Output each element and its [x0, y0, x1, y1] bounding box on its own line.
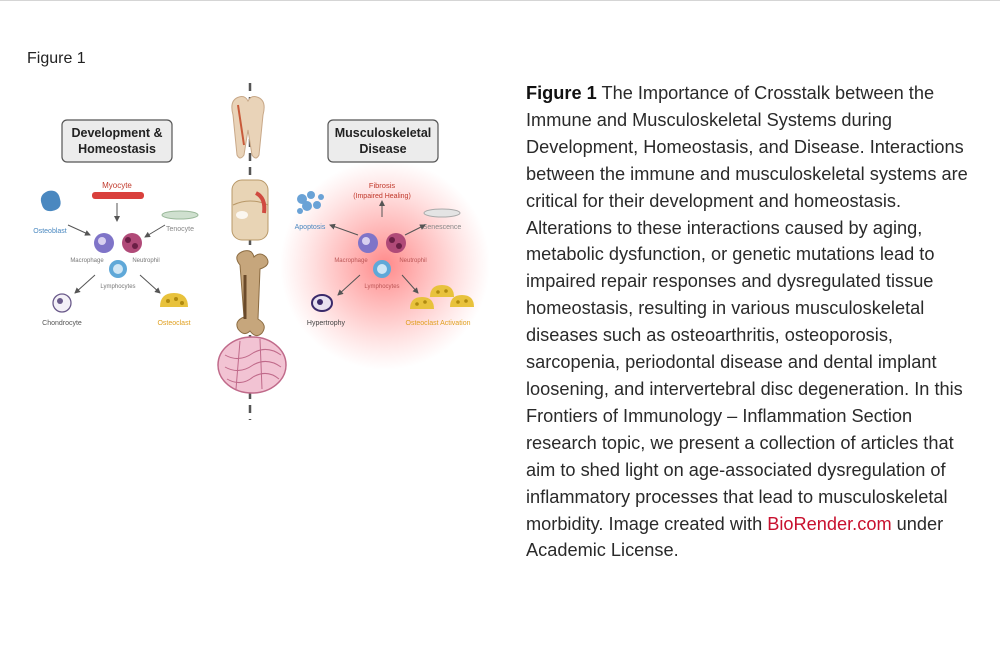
muscle-tissue-illustration	[218, 337, 286, 393]
macrophage-label: Macrophage	[70, 258, 104, 264]
disease-macrophage-label: Macrophage	[334, 258, 368, 264]
tenocyte-icon	[162, 211, 198, 219]
osteoclast-label: Osteoclast	[157, 320, 191, 327]
osteoblast-icon	[41, 191, 61, 211]
tooth-illustration	[232, 97, 264, 159]
figure-label: Figure 1	[27, 50, 86, 67]
myocyte-icon	[92, 192, 144, 199]
neutrophil-icon	[122, 233, 142, 253]
hypertrophy-label: Hypertrophy	[306, 320, 346, 327]
biorender-link[interactable]: BioRender.com	[767, 513, 892, 534]
fibrosis-label: Fibrosis	[368, 181, 396, 190]
disease-box-line2: Disease	[359, 142, 407, 156]
femur-bone-illustration	[237, 251, 268, 336]
myocyte-label: Myocyte	[102, 181, 132, 190]
osteoclast-activation-label: Osteoclast Activation	[405, 320, 471, 327]
senescence-icon	[424, 209, 460, 217]
apoptosis-label: Apoptosis	[294, 224, 326, 231]
impaired-healing-label: (Impaired Healing)	[353, 193, 411, 200]
disease-neutrophil-icon	[386, 233, 406, 253]
lymphocytes-label: Lymphocytes	[100, 284, 136, 290]
caption-figure-number: Figure 1	[526, 83, 597, 103]
figure-diagram	[20, 75, 500, 435]
figure-caption	[526, 80, 986, 564]
osteoclast-icon	[160, 293, 188, 307]
development-box-line2: Homeostasis	[78, 142, 156, 156]
disease-neutrophil-label: Neutrophil	[399, 258, 427, 264]
figure-image	[20, 75, 500, 435]
disease-box-line1: Musculoskeletal	[334, 126, 432, 140]
senescence-label: Senescence	[422, 224, 462, 231]
osteoblast-label: Osteoblast	[33, 228, 67, 235]
caption-tail: under Academic License.	[526, 513, 944, 561]
development-box-line1: Development &	[71, 126, 163, 140]
knee-joint-illustration	[232, 180, 268, 240]
disease-lymphocytes-label: Lymphocytes	[364, 284, 400, 290]
neutrophil-label: Neutrophil	[132, 258, 160, 264]
caption-heading: The Importance of Crosstalk between the Immune and Musculoskeletal Systems during Development, Homeostasis, and Disease.	[526, 83, 935, 157]
caption-body: Interactions between the immune and musculoskeletal systems are critical for their development and homeostasis. Alterations to these interactions caused by aging, metabolic dysfunction, or genetic mutations lead to impaired repair responses and dysregulated tissue homeostasis, resulting in various musculoskeletal diseases such as osteoarthritis, osteoporosis, sarcopenia, periodontal disease and dental implant loosening, and intervertebral disc degeneration. In this Frontiers of Immunology – Inflammation Section research topic, we present a collection of articles that aim to shed light on age-associated dysregulation of inflammatory processes that lead to musculoskeletal morbidity. Image created with	[526, 136, 968, 534]
top-divider	[0, 0, 1000, 1]
chondrocyte-label: Chondrocyte	[42, 320, 82, 327]
tenocyte-label: Tenocyte	[165, 226, 195, 233]
